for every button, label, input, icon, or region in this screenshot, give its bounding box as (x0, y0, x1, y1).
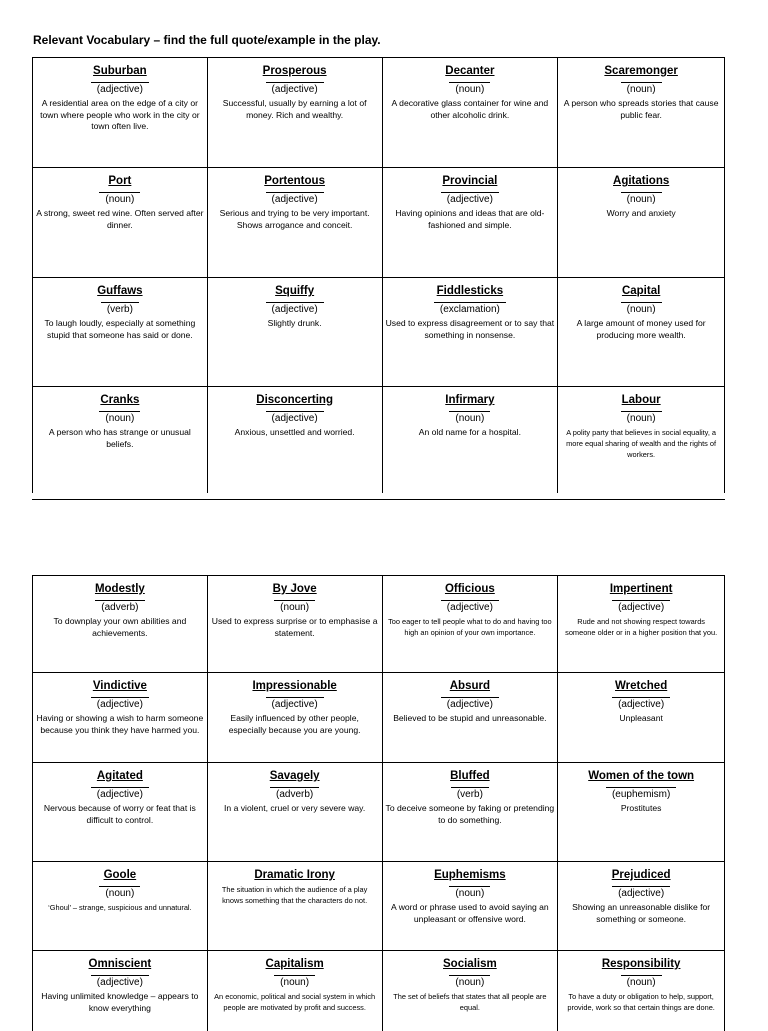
vocab-cell (33, 763, 208, 861)
vocab-cell (208, 168, 383, 277)
definition: Serious and trying to be very important. Shows arrogance and conceit. (219, 208, 370, 230)
word-class: (euphemism) (606, 787, 676, 801)
word-class: (adverb) (95, 600, 144, 614)
vocab-cell (33, 278, 208, 386)
definition: Believed to be stupid and unreasonable. (393, 713, 547, 723)
vocab-cell (208, 278, 383, 386)
definition: Worry and anxiety (606, 208, 676, 218)
vocab-word: Officious (444, 583, 495, 595)
word-class: (noun) (621, 302, 662, 316)
word-class: (noun) (449, 975, 490, 989)
vocab-cell (558, 862, 725, 950)
word-class: (noun) (274, 600, 315, 614)
vocab-word: Portentous (264, 175, 325, 187)
word-class: (noun) (621, 975, 662, 989)
definition: Unpleasant (619, 713, 663, 723)
definition: A polity party that believes in social equality, a more equal sharing of wealth and the rights of workers. (566, 428, 717, 459)
vocab-cell (383, 576, 559, 672)
word-class: (adjective) (266, 302, 324, 316)
table-row (32, 763, 725, 862)
vocab-word: Prosperous (262, 65, 327, 77)
vocab-word: Suburban (93, 65, 147, 77)
vocab-word: Disconcerting (256, 394, 333, 406)
word-class: (adjective) (612, 697, 670, 711)
table-row (32, 278, 725, 387)
definition: The set of beliefs that states that all people are equal. (393, 992, 547, 1012)
vocab-cell (558, 387, 725, 493)
word-class: (adjective) (612, 600, 670, 614)
definition: ‘Ghoul’ – strange, suspicious and unnatural. (48, 903, 192, 912)
vocab-word: Decanter (445, 65, 495, 77)
vocab-cell (33, 576, 208, 672)
word-class: (adjective) (91, 787, 149, 801)
vocab-word: Bluffed (450, 770, 490, 782)
vocab-word: Savagely (269, 770, 320, 782)
word-class: (adjective) (91, 697, 149, 711)
definition: Anxious, unsettled and worried. (234, 427, 355, 437)
definition: The situation in which the audience of a play knows something that the characters do not. (221, 885, 368, 905)
vocab-word: Women of the town (588, 770, 695, 782)
word-class: (noun) (621, 192, 662, 206)
definition: A word or phrase used to avoid saying an unpleasant or offensive word. (391, 902, 549, 924)
vocab-cell (383, 673, 559, 762)
word-class: (noun) (99, 886, 140, 900)
definition: A person who spreads stories that cause public fear. (563, 98, 719, 120)
vocab-cell (33, 168, 208, 277)
vocab-cell (558, 58, 725, 167)
table-row (32, 673, 725, 763)
definition: Having unlimited knowledge – appears to know everything (41, 991, 199, 1013)
definition: To laugh loudly, especially at something stupid that someone has said or done. (44, 318, 196, 340)
vocab-cell (208, 576, 383, 672)
vocab-cell (383, 168, 559, 277)
page-heading: Relevant Vocabulary – find the full quote/example in the play. (33, 33, 381, 47)
word-class: (noun) (449, 82, 490, 96)
vocab-word: Wretched (615, 680, 668, 692)
definition: Easily influenced by other people, especially because you are young. (228, 713, 361, 735)
word-class: (adverb) (270, 787, 319, 801)
vocab-cell (558, 673, 725, 762)
table-row (32, 57, 725, 168)
definition: An old name for a hospital. (418, 427, 521, 437)
vocab-word: Modestly (94, 583, 145, 595)
word-class: (adjective) (441, 600, 499, 614)
vocab-cell (33, 862, 208, 950)
vocab-word: Vindictive (92, 680, 147, 692)
definition: A person who has strange or unusual beliefs. (48, 427, 191, 449)
vocab-cell (208, 58, 383, 167)
definition: Prostitutes (620, 803, 662, 813)
vocab-cell (558, 576, 725, 672)
word-class: (noun) (99, 192, 140, 206)
vocab-cell (558, 763, 725, 861)
vocab-word: Capital (621, 285, 661, 297)
vocabulary-table-2 (32, 575, 725, 1031)
vocab-word: Impressionable (252, 680, 337, 692)
vocab-word: Responsibility (601, 958, 681, 970)
vocab-cell (383, 387, 559, 493)
vocab-word: Dramatic Irony (254, 869, 335, 881)
definition: Having or showing a wish to harm someone because you think they have harmed you. (36, 713, 204, 735)
vocab-cell (33, 951, 208, 1031)
definition: To deceive someone by faking or pretending to do something. (385, 803, 555, 825)
definition: Nervous because of worry or feat that is difficult to control. (43, 803, 196, 825)
word-class: (adjective) (612, 886, 670, 900)
vocab-cell (383, 951, 559, 1031)
table-row (32, 951, 725, 1031)
vocab-word: Scaremonger (604, 65, 678, 77)
vocab-word: Cranks (100, 394, 140, 406)
definition: Too eager to tell people what to do and having too high an opinion of your own importance. (388, 617, 552, 637)
word-class: (adjective) (441, 697, 499, 711)
word-class: (adjective) (266, 192, 324, 206)
vocabulary-table-1 (32, 57, 725, 493)
vocab-word: Impertinent (609, 583, 673, 595)
definition: A decorative glass container for wine and other alcoholic drink. (391, 98, 549, 120)
word-class: (adjective) (266, 82, 324, 96)
vocab-cell (558, 168, 725, 277)
vocab-cell (208, 387, 383, 493)
vocab-word: Provincial (442, 175, 498, 187)
word-class: (adjective) (91, 82, 149, 96)
vocab-cell (558, 278, 725, 386)
vocab-word: Capitalism (265, 958, 324, 970)
definition: To have a duty or obligation to help, support, provide, work so that certain things are done. (567, 992, 715, 1012)
vocab-cell (208, 673, 383, 762)
vocab-cell (33, 58, 208, 167)
vocab-word: Omniscient (88, 958, 152, 970)
word-class: (adjective) (441, 192, 499, 206)
word-class: (adjective) (266, 411, 324, 425)
vocab-word: Port (108, 175, 132, 187)
word-class: (exclamation) (434, 302, 506, 316)
vocab-cell (208, 951, 383, 1031)
word-class: (noun) (99, 411, 140, 425)
vocab-word: Agitated (96, 770, 143, 782)
vocab-word: Guffaws (97, 285, 143, 297)
table-row (32, 575, 725, 673)
table-row (32, 387, 725, 493)
word-class: (noun) (449, 886, 490, 900)
definition: Showing an unreasonable dislike for something or someone. (572, 902, 711, 924)
word-class: (adjective) (91, 975, 149, 989)
word-class: (noun) (449, 411, 490, 425)
table-1-bottom-rule (32, 499, 725, 500)
vocab-cell (383, 58, 559, 167)
vocab-word: Socialism (443, 958, 497, 970)
vocab-word: Infirmary (445, 394, 495, 406)
word-class: (noun) (621, 411, 662, 425)
vocab-cell (33, 673, 208, 762)
word-class: (verb) (451, 787, 489, 801)
word-class: (verb) (101, 302, 139, 316)
word-class: (noun) (274, 975, 315, 989)
definition: Rude and not showing respect towards someone older or in a higher position that you. (565, 617, 718, 637)
vocab-cell (383, 862, 559, 950)
definition: A residential area on the edge of a city or town where people who work in the city or town often live. (40, 98, 200, 131)
definition: Used to express surprise or to emphasise a statement. (211, 616, 378, 638)
vocab-word: Labour (621, 394, 661, 406)
definition: To downplay your own abilities and achievements. (53, 616, 187, 638)
definition: A large amount of money used for producing more wealth. (576, 318, 706, 340)
vocab-word: Agitations (613, 175, 670, 187)
word-class: (noun) (621, 82, 662, 96)
definition: In a violent, cruel or very severe way. (224, 803, 366, 813)
vocab-word: Squiffy (275, 285, 315, 297)
vocab-word: Absurd (449, 680, 490, 692)
vocab-word: By Jove (272, 583, 317, 595)
vocab-cell (383, 278, 559, 386)
word-class: (adjective) (266, 697, 324, 711)
definition: An economic, political and social system in which people are motivated by profit and success. (214, 992, 376, 1012)
vocab-word: Euphemisms (434, 869, 506, 881)
vocab-cell (208, 763, 383, 861)
vocab-cell (383, 763, 559, 861)
vocab-cell (33, 387, 208, 493)
definition: Slightly drunk. (267, 318, 322, 328)
vocab-cell (208, 862, 383, 950)
definition: Successful, usually by earning a lot of money. Rich and wealthy. (222, 98, 367, 120)
vocab-word: Fiddlesticks (436, 285, 504, 297)
definition: Having opinions and ideas that are old-fashioned and simple. (395, 208, 545, 230)
table-row (32, 862, 725, 951)
vocab-word: Prejudiced (611, 869, 671, 881)
vocab-word: Goole (103, 869, 137, 881)
definition: A strong, sweet red wine. Often served after dinner. (36, 208, 204, 230)
table-row (32, 168, 725, 278)
definition: Used to express disagreement or to say that something in nonsense. (385, 318, 555, 340)
vocab-cell (558, 951, 725, 1031)
